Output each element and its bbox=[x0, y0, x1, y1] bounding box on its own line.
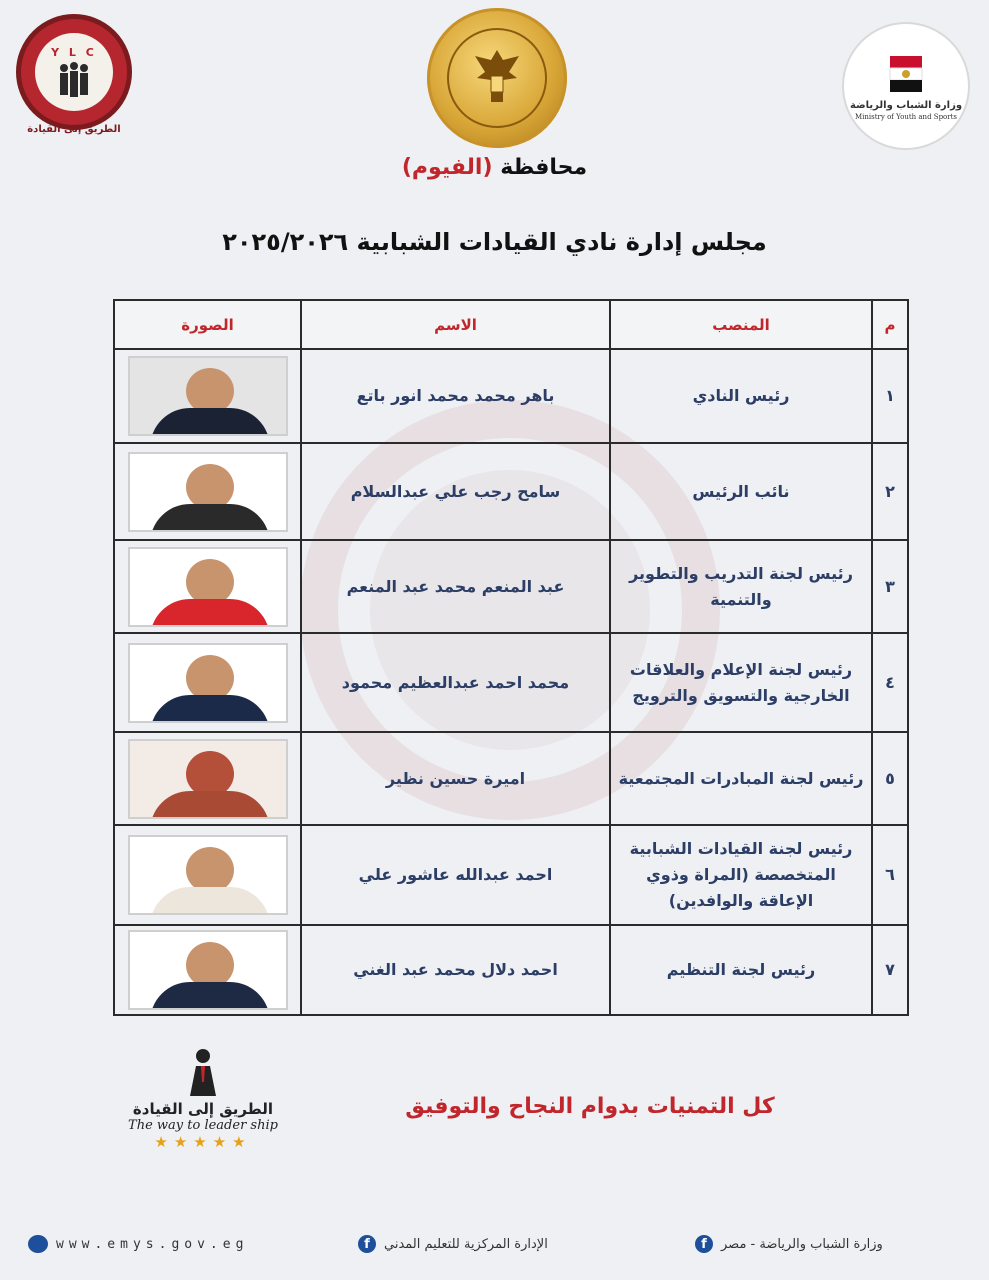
photo-head bbox=[186, 464, 234, 510]
row-photo-cell bbox=[114, 443, 301, 540]
ylc-letters: Y L C bbox=[51, 45, 97, 59]
header-num: م bbox=[872, 300, 908, 349]
photo-head bbox=[186, 655, 234, 701]
website-link[interactable] bbox=[28, 1234, 248, 1254]
row-photo-cell bbox=[114, 540, 301, 633]
ministry-name-en: Ministry of Youth and Sports bbox=[854, 112, 958, 121]
row-position: رئيس لجنة الإعلام والعلاقات الخارجية والتسويق والترويج bbox=[610, 633, 872, 732]
member-photo bbox=[128, 835, 288, 915]
ministry-name-ar: وزارة الشباب والرياضة bbox=[849, 99, 963, 111]
motto-ar: الطريق إلى القيادة bbox=[132, 1100, 274, 1118]
central-admin-facebook-link[interactable] bbox=[358, 1234, 548, 1254]
row-num: ٤ bbox=[872, 633, 908, 732]
row-name: محمد احمد عبدالعظيم محمود bbox=[301, 633, 610, 732]
member-photo bbox=[128, 452, 288, 532]
ministry-page-text: وزارة الشباب والرياضة - مصر bbox=[721, 1236, 883, 1252]
governorate-label: محافظة bbox=[500, 155, 588, 180]
egypt-cabinet-seal bbox=[427, 8, 567, 148]
row-num: ٢ bbox=[872, 443, 908, 540]
motto-logo bbox=[128, 1048, 278, 1158]
stars-icon: ★★★★★ bbox=[154, 1133, 252, 1151]
photo-head bbox=[186, 559, 234, 605]
table-row bbox=[114, 540, 908, 633]
ylc-logo-inner bbox=[35, 33, 113, 111]
photo-body bbox=[150, 791, 270, 819]
row-photo-cell bbox=[114, 825, 301, 925]
table-row bbox=[114, 825, 908, 925]
row-num: ٧ bbox=[872, 925, 908, 1015]
row-name: احمد عبدالله عاشور علي bbox=[301, 825, 610, 925]
member-photo bbox=[128, 930, 288, 1010]
board-table bbox=[113, 299, 909, 1016]
table-row bbox=[114, 633, 908, 732]
facebook-icon: f bbox=[358, 1235, 376, 1253]
photo-body bbox=[150, 695, 270, 723]
row-name: سامح رجب علي عبدالسلام bbox=[301, 443, 610, 540]
row-name: باهر محمد محمد انور باتع bbox=[301, 349, 610, 443]
eagle-flag-icon bbox=[886, 52, 926, 96]
photo-head bbox=[186, 751, 234, 797]
facebook-icon: f bbox=[695, 1235, 713, 1253]
row-name: اميرة حسين نظير bbox=[301, 732, 610, 825]
member-photo bbox=[128, 547, 288, 627]
table-row bbox=[114, 925, 908, 1015]
member-photo bbox=[128, 356, 288, 436]
ministry-logo bbox=[842, 22, 970, 150]
row-photo-cell bbox=[114, 925, 301, 1015]
photo-body bbox=[150, 887, 270, 915]
table-row bbox=[114, 443, 908, 540]
table-row bbox=[114, 349, 908, 443]
governorate-heading bbox=[0, 155, 989, 180]
row-num: ٦ bbox=[872, 825, 908, 925]
leader-figure-icon bbox=[186, 1048, 220, 1098]
central-admin-text: الإدارة المركزية للتعليم المدني bbox=[384, 1236, 548, 1252]
table-header-row bbox=[114, 300, 908, 349]
ylc-tagline: الطريق إلى القيادة bbox=[27, 124, 121, 135]
globe-icon bbox=[28, 1235, 48, 1253]
row-name: احمد دلال محمد عبد الغني bbox=[301, 925, 610, 1015]
table-row bbox=[114, 732, 908, 825]
row-num: ١ bbox=[872, 349, 908, 443]
seal-inner bbox=[447, 28, 547, 128]
photo-body bbox=[150, 504, 270, 532]
photo-body bbox=[150, 408, 270, 436]
header-name: الاسم bbox=[301, 300, 610, 349]
row-position: رئيس لجنة التدريب والتطوير والتنمية bbox=[610, 540, 872, 633]
people-icon bbox=[54, 59, 94, 99]
header-position: المنصب bbox=[610, 300, 872, 349]
row-position: رئيس لجنة القيادات الشبابية المتخصصة (المراة وذوي الإعاقة والوافدين) bbox=[610, 825, 872, 925]
row-photo-cell bbox=[114, 732, 301, 825]
motto-en: The way to leader ship bbox=[128, 1118, 278, 1133]
page-title: مجلس إدارة نادي القيادات الشبابية ٢٠٢٥/٢٠٢٦ bbox=[222, 228, 767, 256]
wishes-text: كل التمنيات بدوام النجاح والتوفيق bbox=[405, 1094, 775, 1119]
photo-body bbox=[150, 982, 270, 1010]
row-name: عبد المنعم محمد عبد المنعم bbox=[301, 540, 610, 633]
row-position: رئيس لجنة التنظيم bbox=[610, 925, 872, 1015]
ylc-logo bbox=[16, 14, 132, 130]
row-photo-cell bbox=[114, 349, 301, 443]
row-num: ٣ bbox=[872, 540, 908, 633]
row-num: ٥ bbox=[872, 732, 908, 825]
row-position: رئيس لجنة المبادرات المجتمعية bbox=[610, 732, 872, 825]
governorate-name: (الفيوم) bbox=[401, 155, 493, 180]
member-photo bbox=[128, 643, 288, 723]
member-photo bbox=[128, 739, 288, 819]
row-position: نائب الرئيس bbox=[610, 443, 872, 540]
row-position: رئيس النادي bbox=[610, 349, 872, 443]
photo-body bbox=[150, 599, 270, 627]
ministry-facebook-link[interactable] bbox=[695, 1234, 883, 1254]
website-text: www.emys.gov.eg bbox=[56, 1236, 249, 1252]
eagle-icon bbox=[469, 46, 525, 110]
row-photo-cell bbox=[114, 633, 301, 732]
header-photo: الصورة bbox=[114, 300, 301, 349]
